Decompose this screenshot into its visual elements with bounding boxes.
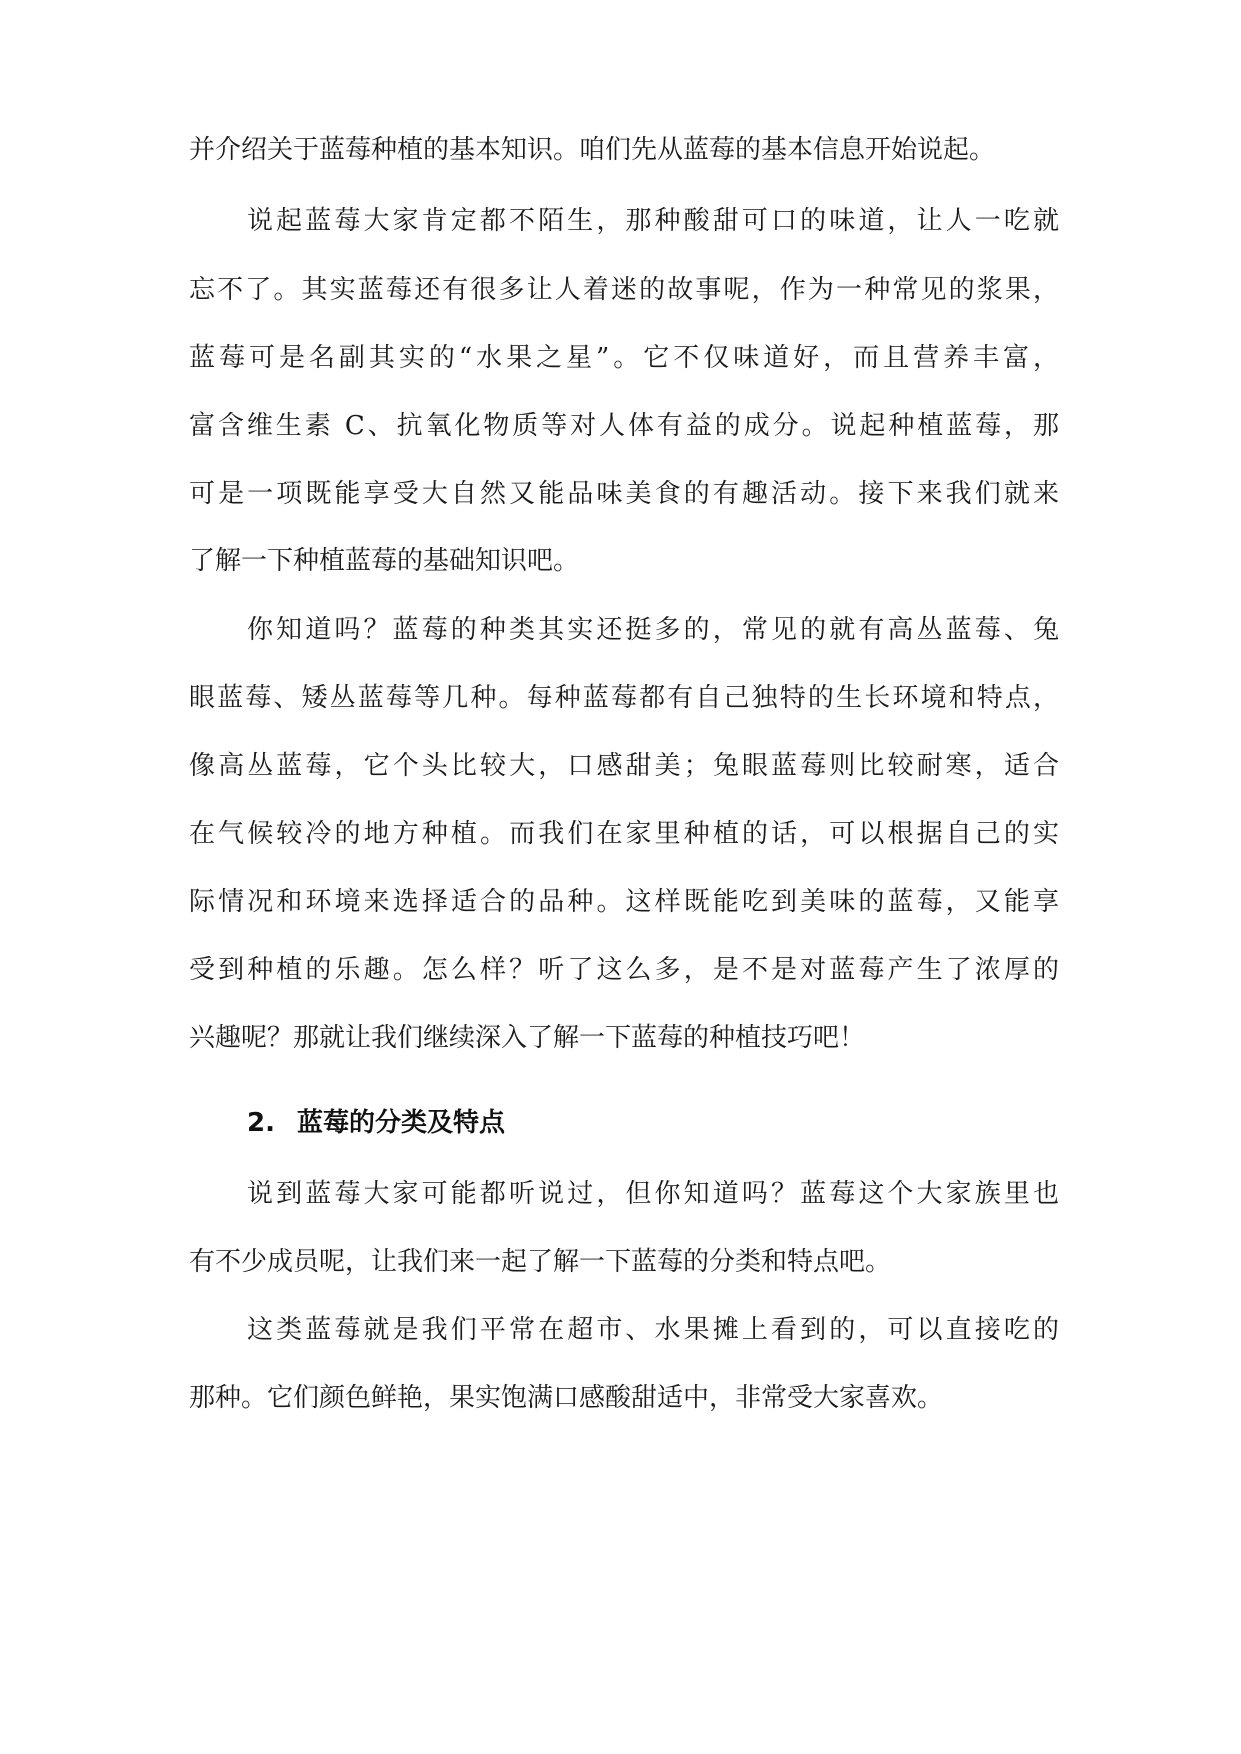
paragraph-line: 那种。它们颜色鲜艳，果实饱满口感酸甜适中，非常受大家喜欢。: [189, 1383, 944, 1413]
paragraph-line: 你知道吗？蓝莓的种类其实还挺多的，常见的就有高丛蓝莓、兔: [247, 615, 1059, 645]
paragraph-line: 说起蓝莓大家肯定都不陌生，那种酸甜可口的味道，让人一吃就: [247, 206, 1059, 236]
section-title: 蓝莓的分类及特点: [297, 1108, 506, 1138]
paragraph-line: 了解一下种植蓝莓的基础知识吧。: [189, 546, 580, 576]
paragraph-line: 像高丛蓝莓，它个头比较大，口感甜美；兔眼蓝莓则比较耐寒，适合: [189, 751, 1059, 781]
section-number: 2.: [247, 1108, 275, 1138]
paragraph-line: 可是一项既能享受大自然又能品味美食的有趣活动。接下来我们就来: [189, 479, 1059, 509]
paragraph-line: 说到蓝莓大家可能都听说过，但你知道吗？蓝莓这个大家族里也: [247, 1179, 1059, 1209]
section-heading: [247, 1103, 505, 1143]
paragraph-line: 受到种植的乐趣。怎么样？听了这么多，是不是对蓝莓产生了浓厚的: [189, 955, 1059, 985]
paragraph-line: 富含维生素 C、抗氧化物质等对人体有益的成分。说起种植蓝莓，那: [189, 411, 1059, 441]
paragraph-line: 这类蓝莓就是我们平常在超市、水果摊上看到的，可以直接吃的: [247, 1315, 1059, 1345]
paragraph-line: 并介绍关于蓝莓种植的基本知识。咱们先从蓝莓的基本信息开始说起。: [189, 135, 996, 165]
paragraph-line: 际情况和环境来选择适合的品种。这样既能吃到美味的蓝莓，又能享: [189, 887, 1059, 917]
paragraph-line: 在气候较冷的地方种植。而我们在家里种植的话，可以根据自己的实: [189, 819, 1059, 849]
paragraph-line: 忘不了。其实蓝莓还有很多让人着迷的故事呢，作为一种常见的浆果，: [189, 275, 1059, 305]
paragraph-line: 兴趣呢？那就让我们继续深入了解一下蓝莓的种植技巧吧！: [189, 1023, 866, 1053]
paragraph-line: 有不少成员呢，让我们来一起了解一下蓝莓的分类和特点吧。: [189, 1247, 892, 1277]
paragraph-line: 眼蓝莓、矮丛蓝莓等几种。每种蓝莓都有自己独特的生长环境和特点，: [189, 683, 1059, 713]
paragraph-line: 蓝莓可是名副其实的“水果之星”。它不仅味道好，而且营养丰富，: [189, 343, 1059, 373]
